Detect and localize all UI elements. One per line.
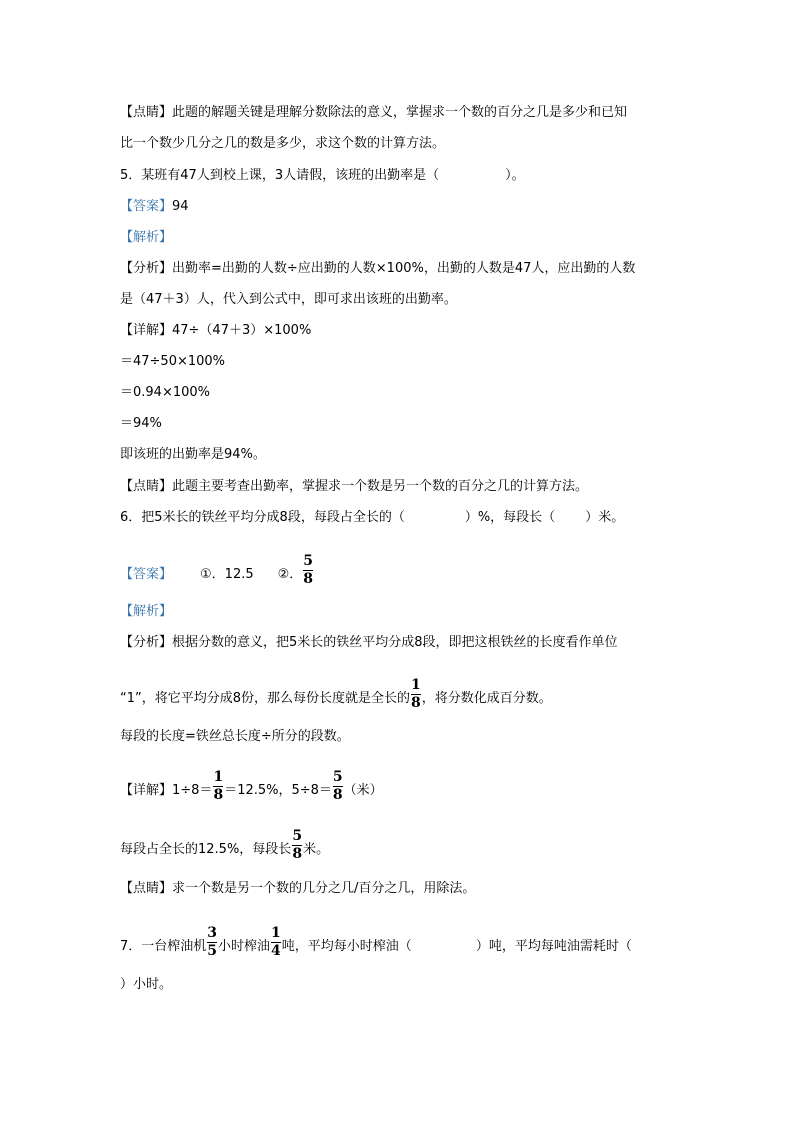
text: ）吨，平均每吨油需耗时（ [475, 939, 632, 954]
text: 【详解】47÷（47＋3）×100% [120, 323, 312, 338]
text: ＝47÷50×100% [120, 354, 226, 369]
text: 【点睛】此题的解题关键是理解分数除法的意义，掌握求一个数的百分之几是多少和已知 [120, 105, 628, 120]
answer-tag: 【答案】 [120, 567, 173, 582]
fraction-3-5 [207, 926, 217, 959]
text: 是（47＋3）人，代入到公式中，即可求出该班的出勤率。 [120, 292, 457, 307]
fraction-5-8 [303, 554, 313, 587]
answer-tag: 【答案】 [120, 199, 173, 214]
text: 【详解】1÷8＝ [120, 783, 213, 798]
jiexi-5 [120, 229, 172, 247]
answer-value: ①．12.5 [200, 567, 254, 582]
text: （米） [343, 783, 383, 798]
text: 比一个数少几分之几的数是多少，求这个数的计算方法。 [120, 136, 446, 151]
dianjing-5 [120, 478, 588, 496]
question-5 [120, 167, 525, 185]
text: ＝0.94×100% [120, 385, 211, 400]
text: 5．某班有47人到校上课，3人请假，该班的出勤率是（ [120, 168, 440, 183]
xiangjie-5-step1 [120, 353, 225, 371]
fraction-1-4 [271, 926, 281, 959]
text: 吨，平均每小时榨油（ [281, 939, 412, 954]
denominator: 8 [303, 571, 314, 587]
question-7 [120, 925, 632, 963]
jiexi-tag: 【解析】 [120, 604, 173, 619]
text: 即该班的出勤率是94%。 [120, 447, 266, 462]
text: 每段的长度=铁丝总长度÷所分的段数。 [120, 729, 350, 744]
dianjing-4 [120, 104, 627, 122]
jiexi-6 [120, 603, 172, 621]
text: ）%，每段长（ [464, 510, 556, 525]
answer-5 [120, 198, 189, 216]
denominator: 8 [411, 695, 421, 711]
xiangjie-5-conclusion [120, 446, 266, 464]
text: ）小时。 [120, 977, 173, 992]
text: 7．一台榨油机 [120, 939, 207, 954]
xiangjie-6-conclusion [120, 828, 330, 866]
fraction-5-8 [333, 770, 343, 803]
dianjing-4-cont [120, 135, 445, 153]
text: 每段占全长的12.5%，每段长 [120, 842, 292, 857]
answer-value: 94 [172, 199, 189, 214]
text: 【点睛】此题主要考查出勤率，掌握求一个数是另一个数的百分之几的计算方法。 [120, 479, 589, 494]
fraction-1-8 [213, 770, 223, 803]
numerator: 5 [292, 828, 303, 844]
denominator: 8 [213, 787, 224, 803]
text: 【点睛】求一个数是另一个数的几分之几/百分之几，用除法。 [120, 881, 476, 896]
text: ＝12.5%，5÷8＝ [224, 783, 332, 798]
denominator: 4 [271, 943, 281, 959]
answer-6 [120, 553, 314, 591]
answer-value: ②． [277, 567, 303, 582]
text: 【分析】出勤率=出勤的人数÷应出勤的人数×100%，出勤的人数是47人，应出勤的人数 [120, 261, 636, 276]
fenxi-5-cont [120, 291, 457, 309]
jiexi-tag: 【解析】 [120, 230, 173, 245]
denominator: 8 [332, 787, 343, 803]
numerator: 5 [332, 769, 343, 785]
fenxi-6 [120, 634, 618, 652]
fenxi-6-formula [120, 728, 350, 746]
numerator: 5 [303, 553, 314, 569]
xiangjie-5 [120, 322, 311, 340]
text: ）。 [505, 168, 525, 183]
text: ＝94% [120, 416, 162, 431]
numerator: 3 [207, 925, 218, 941]
xiangjie-5-step3 [120, 415, 162, 433]
question-6 [120, 509, 624, 527]
numerator: 1 [411, 677, 421, 693]
question-7-cont [120, 976, 172, 994]
text: ，将分数化成百分数。 [421, 691, 552, 706]
xiangjie-5-step2 [120, 384, 210, 402]
numerator: 1 [213, 769, 224, 785]
fraction-1-8 [411, 678, 421, 711]
denominator: 5 [207, 943, 218, 959]
text: 米。 [303, 842, 330, 857]
fraction-5-8 [292, 829, 302, 862]
text: 【分析】根据分数的意义，把5米长的铁丝平均分成8段，即把这根铁丝的长度看作单位 [120, 635, 618, 650]
text: “1”，将它平均分成8份，那么每份长度就是全长的 [120, 691, 411, 706]
text: ）米。 [585, 510, 625, 525]
text: 小时榨油 [218, 939, 271, 954]
fenxi-5 [120, 260, 635, 278]
numerator: 1 [271, 925, 281, 941]
dianjing-6 [120, 880, 475, 898]
xiangjie-6 [120, 769, 383, 807]
text: 6．把5米长的铁丝平均分成8段，每段占全长的（ [120, 510, 405, 525]
fenxi-6-cont [120, 677, 552, 715]
denominator: 8 [292, 846, 303, 862]
